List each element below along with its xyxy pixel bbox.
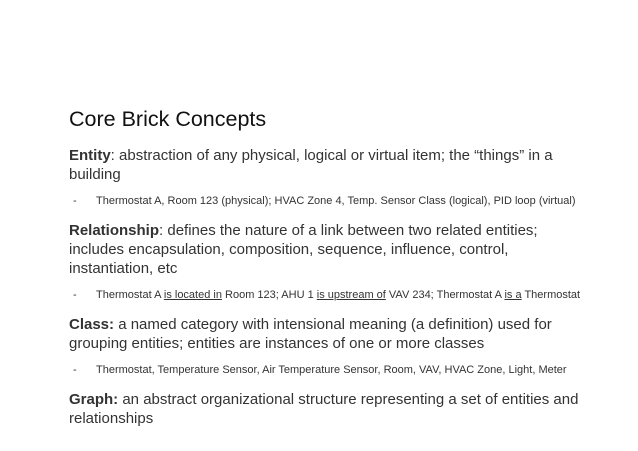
entity-example-text: Thermostat A, Room 123 (physical); HVAC Zone 4, Temp. Sensor Class (logical), PID loop (virtual) (96, 195, 576, 207)
class-example-text: Thermostat, Temperature Sensor, Air Temperature Sensor, Room, VAV, HVAC Zone, Light, Meter (96, 364, 567, 376)
class-definition-text: a named category with intensional meaning (a definition) used for grouping entities; entities are instances of one or more classes (69, 316, 552, 352)
relationship-definition (69, 221, 589, 278)
class-example (69, 363, 589, 377)
slide-body (69, 146, 589, 427)
relationship-example (69, 288, 589, 302)
graph-definition (69, 390, 589, 428)
entity-term: Entity (69, 147, 111, 164)
relationship-example-part: Room 123; AHU 1 (221, 289, 317, 301)
bullet-dash: - (73, 364, 77, 376)
relationship-example-part: Thermostat A (96, 289, 164, 301)
relationship-term: Relationship (69, 222, 160, 239)
bullet-dash: - (73, 195, 77, 207)
bullet-dash: - (73, 289, 77, 301)
graph-term: Graph: (69, 391, 119, 408)
relationship-definition-text: : defines the nature of a link between two related entities; includes encapsulation, composition, sequence, influence, control, instantiation, etc (69, 222, 538, 277)
relation-is-a: is a (504, 289, 522, 301)
entity-example (69, 194, 589, 208)
class-term: Class: (69, 316, 115, 333)
entity-definition-text: : abstraction of any physical, logical or virtual item; the “things” in a building (69, 147, 553, 183)
relationship-example-part: VAV 234; Thermostat A (385, 289, 505, 301)
relation-is-upstream-of: is upstream of (316, 289, 386, 301)
slide-title: Core Brick Concepts (69, 107, 267, 131)
graph-definition-text: an abstract organizational structure representing a set of entities and relationships (69, 391, 579, 427)
relationship-example-part: Thermostat (521, 289, 581, 301)
entity-definition (69, 146, 589, 184)
class-definition (69, 315, 589, 353)
relation-is-located-in: is located in (163, 289, 222, 301)
